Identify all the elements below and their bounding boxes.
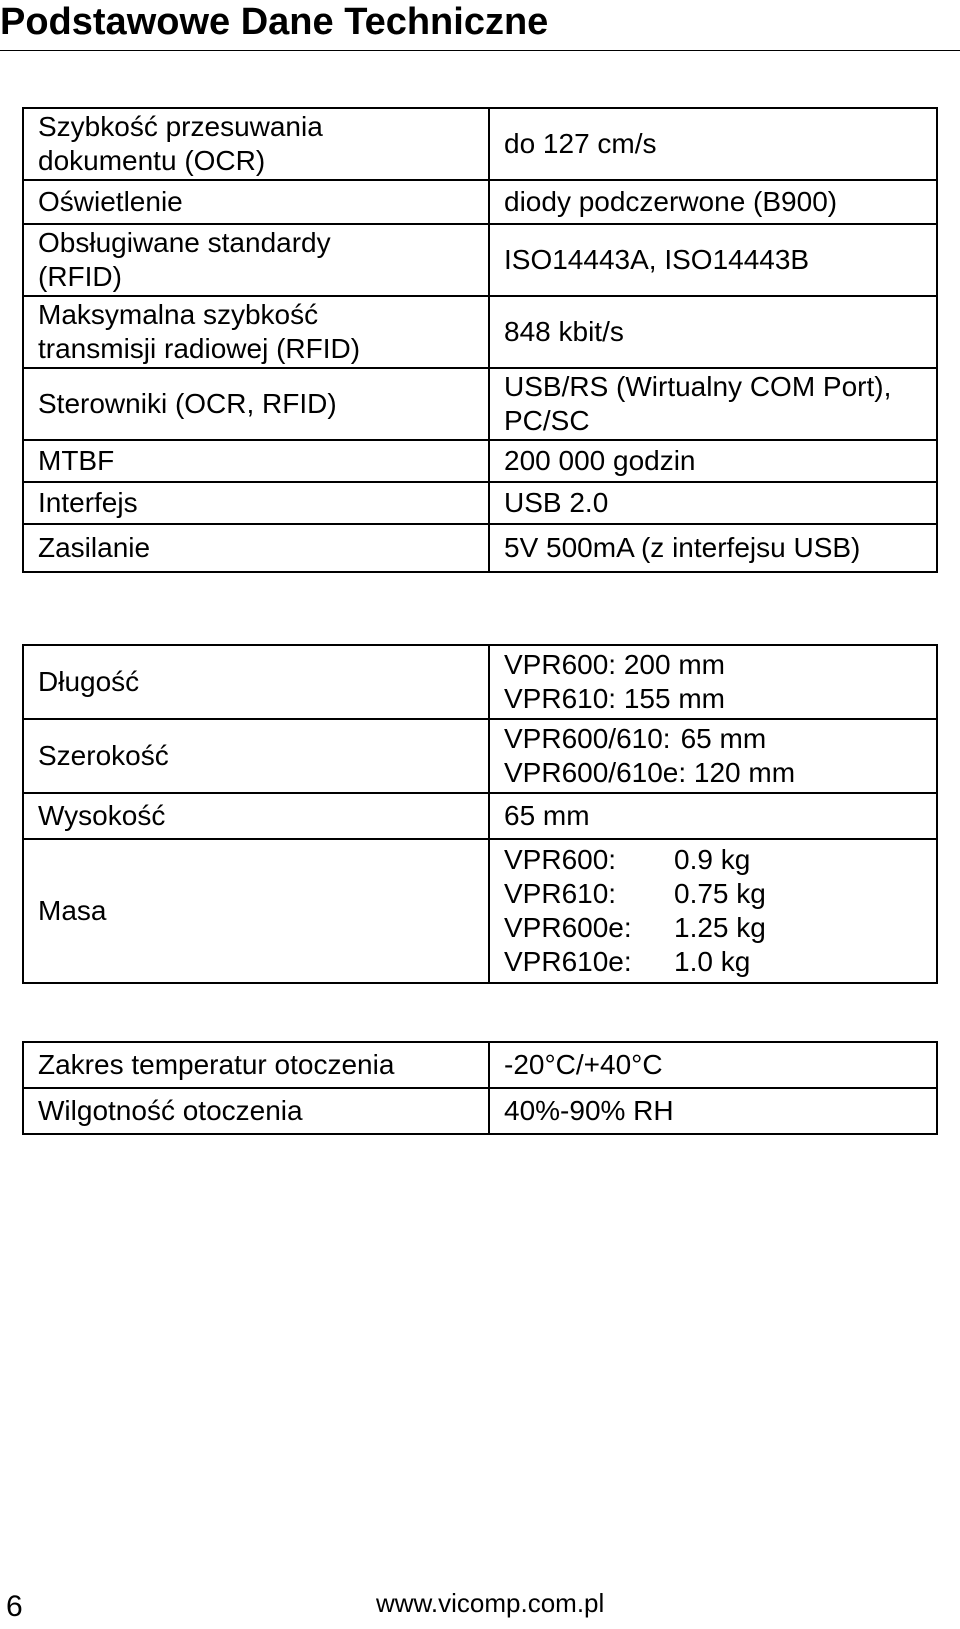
table-row (23, 296, 937, 368)
table-row (23, 440, 937, 482)
value-line: VPR610: 155 mm (504, 683, 725, 714)
label-cell (23, 224, 489, 296)
label-line: Szerokość (38, 740, 169, 771)
mass-value: 1.0 kg (674, 946, 751, 977)
model-key: VPR610: (504, 878, 617, 909)
value-cell (489, 108, 937, 180)
value-line: USB/RS (Wirtualny COM Port), (504, 371, 892, 402)
table-row (23, 108, 937, 180)
value-line: 65 mm (504, 800, 590, 831)
value-line: do 127 cm/s (504, 128, 657, 159)
table-row (23, 180, 937, 224)
mass-row (504, 877, 924, 911)
mass-row (504, 945, 924, 979)
title-rule (0, 50, 960, 51)
label-line: Wysokość (38, 800, 166, 831)
value-cell (489, 296, 937, 368)
table-row (23, 839, 937, 983)
table-row (23, 524, 937, 572)
table-row (23, 482, 937, 524)
value-line: 5V 500mA (z interfejsu USB) (504, 532, 861, 563)
label-line: Oświetlenie (38, 186, 183, 217)
table-row (23, 1088, 937, 1134)
value-line: -20°C/+40°C (504, 1049, 663, 1080)
value-line: 200 000 godzin (504, 445, 696, 476)
label-cell (23, 108, 489, 180)
table-row (23, 224, 937, 296)
label-cell (23, 793, 489, 839)
value-line: ISO14443A, ISO14443B (504, 244, 810, 275)
mass-value: 1.25 kg (674, 912, 766, 943)
value-cell (489, 482, 937, 524)
label-line: dokumentu (OCR) (38, 145, 266, 176)
value-cell (489, 440, 937, 482)
table-row (23, 368, 937, 440)
spec-table-general (22, 107, 938, 573)
label-line: (RFID) (38, 261, 122, 292)
model-key: VPR610e: (504, 946, 632, 977)
label-cell (23, 645, 489, 719)
table-row (23, 793, 937, 839)
label-cell (23, 1042, 489, 1088)
model-key: VPR600e: (504, 912, 632, 943)
mass-value: 0.9 kg (674, 844, 751, 875)
label-cell (23, 839, 489, 983)
label-line: Wilgotność otoczenia (38, 1095, 303, 1126)
label-cell (23, 1088, 489, 1134)
page-number: 6 (6, 1590, 23, 1623)
value-cell (489, 1088, 937, 1134)
spec-table-dimensions (22, 644, 938, 984)
label-cell (23, 180, 489, 224)
label-cell (23, 440, 489, 482)
value-cell (489, 368, 937, 440)
page-title: Podstawowe Dane Techniczne (0, 1, 549, 43)
label-line: Obsługiwane standardy (38, 227, 331, 258)
value-line: USB 2.0 (504, 487, 609, 518)
value-cell (489, 1042, 937, 1088)
value-amount: 65 mm (680, 723, 767, 754)
label-cell (23, 524, 489, 572)
label-line: MTBF (38, 445, 115, 476)
mass-row (504, 843, 924, 877)
value-line (504, 722, 924, 756)
model-key: VPR600: (504, 844, 617, 875)
label-line: Długość (38, 666, 140, 697)
label-cell (23, 719, 489, 793)
label-line: Sterowniki (OCR, RFID) (38, 388, 337, 419)
value-cell (489, 180, 937, 224)
mass-value: 0.75 kg (674, 878, 766, 909)
table-row (23, 719, 937, 793)
label-cell (23, 296, 489, 368)
value-line: PC/SC (504, 405, 590, 436)
value-cell (489, 524, 937, 572)
label-line: Interfejs (38, 487, 138, 518)
label-line: Masa (38, 895, 107, 926)
value-cell (489, 839, 937, 983)
value-key: VPR600/610: (504, 723, 671, 754)
label-line: Maksymalna szybkość (38, 299, 319, 330)
value-line: VPR600: 200 mm (504, 649, 725, 680)
value-line: 40%-90% RH (504, 1095, 674, 1126)
label-line: Zakres temperatur otoczenia (38, 1049, 395, 1080)
value-cell (489, 645, 937, 719)
value-cell (489, 719, 937, 793)
label-line: Zasilanie (38, 532, 151, 563)
label-line: transmisji radiowej (RFID) (38, 333, 361, 364)
label-line: Szybkość przesuwania (38, 111, 323, 142)
value-cell (489, 793, 937, 839)
table-row (23, 1042, 937, 1088)
footer-url: www.vicomp.com.pl (376, 1588, 605, 1618)
label-cell (23, 368, 489, 440)
label-cell (23, 482, 489, 524)
value-line: 848 kbit/s (504, 316, 624, 347)
mass-row (504, 911, 924, 945)
value-cell (489, 224, 937, 296)
spec-table-environment (22, 1041, 938, 1135)
table-row (23, 645, 937, 719)
value-line: diody podczerwone (B900) (504, 186, 838, 217)
value-line: VPR600/610e: 120 mm (504, 757, 796, 788)
